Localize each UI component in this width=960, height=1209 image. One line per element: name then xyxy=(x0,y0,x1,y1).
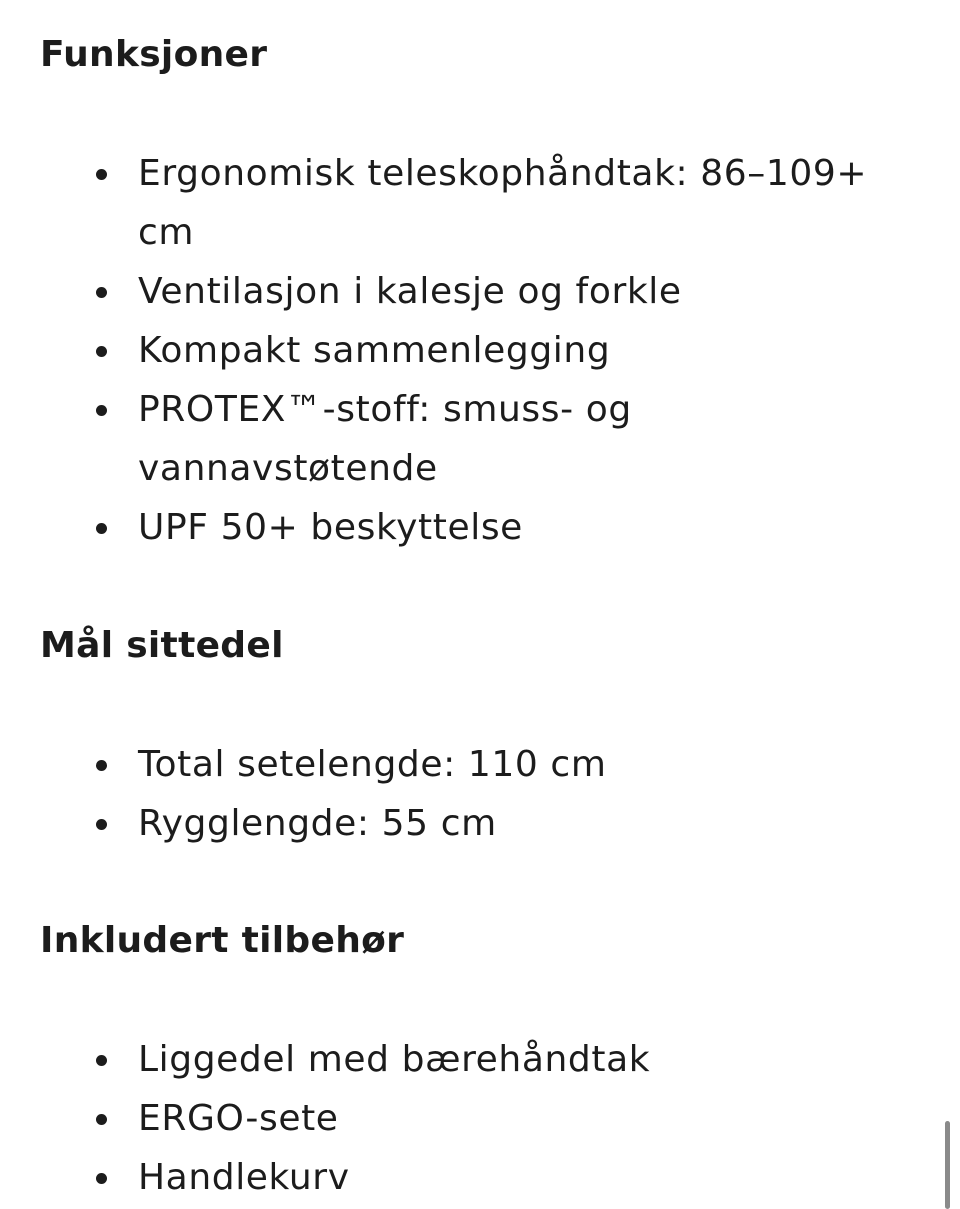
list-item-text: Handlekurv xyxy=(138,1157,350,1198)
list-item-text: Ergonomisk teleskophåndtak: 86–109+ cm xyxy=(138,153,868,253)
list-item xyxy=(40,321,898,380)
list-item-text: Liggedel med bærehåndtak xyxy=(138,1039,651,1080)
included-accessories-list xyxy=(40,1030,920,1207)
list-item xyxy=(40,794,920,853)
bullet-icon xyxy=(96,523,107,534)
bullet-icon xyxy=(96,346,107,357)
bullet-icon xyxy=(96,819,107,830)
bullet-icon xyxy=(96,1173,107,1184)
bullet-icon xyxy=(96,169,107,180)
list-item-text: Ventilasjon i kalesje og forkle xyxy=(138,271,682,312)
list-item xyxy=(40,498,898,557)
list-item xyxy=(40,1148,920,1207)
list-item xyxy=(40,380,638,498)
list-item xyxy=(40,144,898,262)
bullet-icon xyxy=(96,287,107,298)
list-item xyxy=(40,1030,920,1089)
list-item-text: Total setelengde: 110 cm xyxy=(138,744,607,785)
list-item-text: Kompakt sammenlegging xyxy=(138,330,611,371)
scrollbar-thumb[interactable] xyxy=(945,1121,950,1209)
seat-dimensions-list xyxy=(40,735,920,853)
bullet-icon xyxy=(96,760,107,771)
section-heading-mal-sittedel: Mål sittedel xyxy=(40,625,284,666)
bullet-icon xyxy=(96,405,107,416)
list-item-text: ERGO-sete xyxy=(138,1098,339,1139)
list-item xyxy=(40,1089,920,1148)
list-item xyxy=(40,262,898,321)
list-item-text: PROTEX™-stoff: smuss- og vannavstøtende xyxy=(138,389,632,489)
list-item-text: UPF 50+ beskyttelse xyxy=(138,507,523,548)
list-item-text: Rygglengde: 55 cm xyxy=(138,803,497,844)
section-heading-inkludert-tilbehor: Inkludert tilbehør xyxy=(40,920,405,961)
bullet-icon xyxy=(96,1055,107,1066)
features-list xyxy=(40,144,920,557)
bullet-icon xyxy=(96,1114,107,1125)
section-heading-funksjoner: Funksjoner xyxy=(40,34,268,75)
list-item xyxy=(40,735,920,794)
